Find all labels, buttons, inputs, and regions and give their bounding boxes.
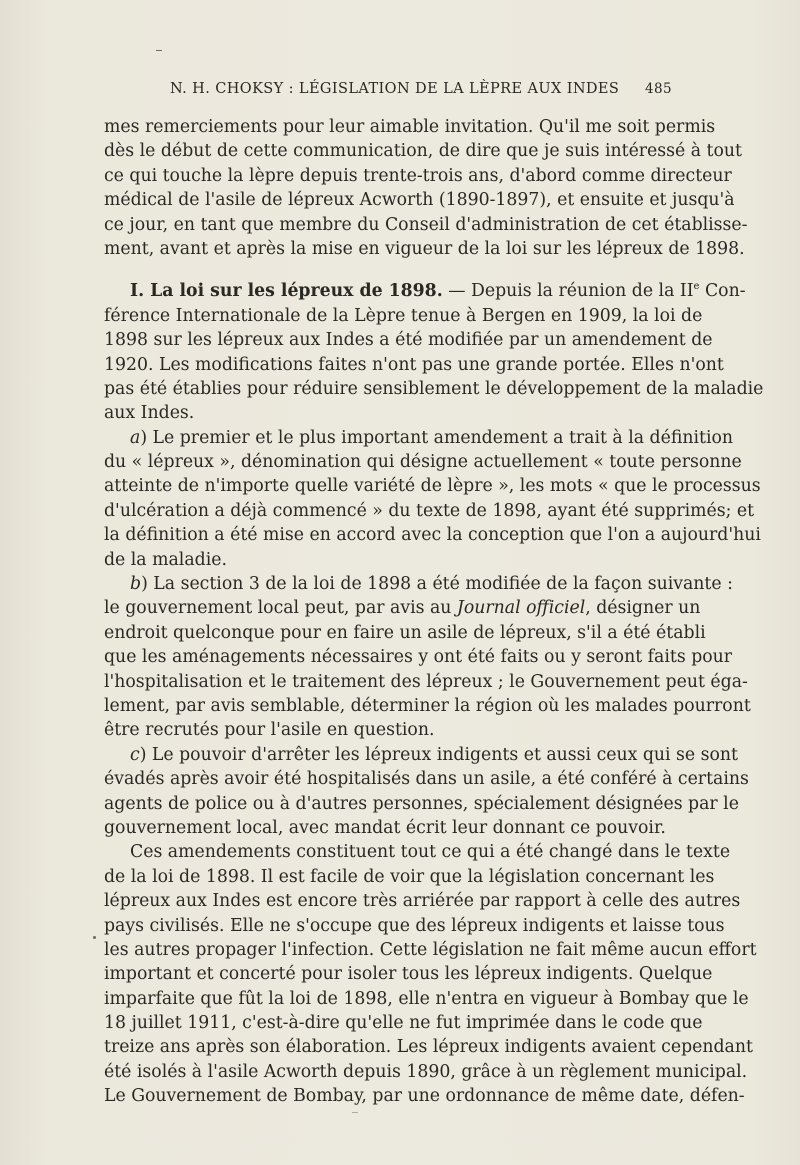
text-line: important et concerté pour isoler tous les lépreux indigents. Quelque <box>104 964 713 985</box>
running-title: N. H. CHOKSY : LÉGISLATION DE LA LÈPRE AUX INDES <box>170 81 620 97</box>
text-line-journal <box>104 596 701 620</box>
text-line: gouvernement local, avec mandat écrit leur donnant ce pouvoir. <box>104 817 666 838</box>
text-line: d'ulcération a déjà commencé » du texte de 1898, ayant été supprimés; et <box>104 500 755 521</box>
text-line: imparfaite que fût la loi de 1898, elle n'entra en vigueur à Bombay que le <box>104 988 749 1009</box>
text-line: agents de police ou à d'autres personnes, spécialement désignées par le <box>104 793 739 814</box>
text-line: 1898 sur les lépreux aux Indes a été modifiée par un amendement de <box>104 330 713 351</box>
item-b-label: b <box>130 574 142 595</box>
item-c-line <box>104 743 738 767</box>
text-line: l'hospitalisation et le traitement des lépreux ; le Gouvernement peut éga- <box>104 671 748 692</box>
text-line: ce jour, en tant que membre du Conseil d'administration de cet établisse- <box>104 214 748 235</box>
section-heading-line <box>104 279 746 303</box>
text-line: 1920. Les modifications faites n'ont pas une grande portée. Elles n'ont <box>104 354 724 375</box>
text-line: été isolés à l'asile Acworth depuis 1890, grâce à un règlement municipal. <box>104 1061 748 1082</box>
heading-superscript: e <box>693 281 700 293</box>
text-line: les autres propager l'infection. Cette législation ne fait même aucun effort <box>104 939 757 960</box>
page-number: 485 <box>645 81 672 97</box>
item-b-text: ) La section 3 de la loi de 1898 a été modifiée de la façon suivante : <box>141 574 733 595</box>
item-a-text: ) Le premier et le plus important amendement a trait à la définition <box>140 427 734 448</box>
item-c-text: ) Le pouvoir d'arrêter les lépreux indigents et aussi ceux qui se sont <box>139 744 738 765</box>
item-a-line <box>104 426 734 450</box>
print-mark <box>352 1112 358 1113</box>
journal-line-start: le gouvernement local peut, par avis au <box>104 598 457 619</box>
text-line: la définition a été mise en accord avec la conception que l'on a aujourd'hui <box>104 525 761 546</box>
text-line: pas été établies pour réduire sensiblement le développement de la maladie <box>104 378 764 399</box>
text-line: aux Indes. <box>104 403 195 424</box>
running-header <box>170 81 672 97</box>
print-mark <box>156 50 162 51</box>
journal-title: Journal officiel <box>456 598 586 619</box>
text-line: être recrutés pour l'asile en question. <box>104 720 435 741</box>
text-line: de la loi de 1898. Il est facile de voir que la législation concernant les <box>104 866 715 887</box>
text-line: Ces amendements constituent tout ce qui a été changé dans le texte <box>130 842 731 863</box>
heading-text: — Depuis la réunion de la II <box>442 281 694 302</box>
item-a-label: a <box>130 427 141 448</box>
item-c-label: c <box>130 744 140 765</box>
print-mark <box>93 936 96 939</box>
text-line: lépreux aux Indes est encore très arriérée par rapport à celle des autres <box>104 891 741 912</box>
paragraph-gap <box>104 261 658 279</box>
text-line: que les aménagements nécessaires y ont été faits ou y seront faits pour <box>104 647 733 668</box>
item-b-line <box>104 572 733 596</box>
text-line: treize ans après son élaboration. Les lépreux indigents avaient cependant <box>104 1037 753 1058</box>
journal-line-end: , désigner un <box>585 598 701 619</box>
text-line: pays civilisés. Elle ne s'occupe que des lépreux indigents et laisse tous <box>104 915 725 936</box>
text-line: lement, par avis semblable, déterminer la région où les malades pourront <box>104 695 751 716</box>
text-line: mes remerciements pour leur aimable invitation. Qu'il me soit permis <box>104 117 716 137</box>
heading-text-end: Con- <box>699 281 746 302</box>
body-text <box>104 115 764 1109</box>
text-line: dès le début de cette communication, de dire que je suis intéressé à tout <box>104 141 742 162</box>
text-line: ce qui touche la lèpre depuis trente-trois ans, d'abord comme directeur <box>104 165 732 186</box>
text-line: Le Gouvernement de Bombay, par une ordonnance de même date, défen- <box>104 1086 745 1107</box>
text-line: férence Internationale de la Lèpre tenue à Bergen en 1909, la loi de <box>104 305 703 326</box>
text-line: de la maladie. <box>104 549 227 570</box>
text-line: ment, avant et après la mise en vigueur de la loi sur les lépreux de 1898. <box>104 238 745 259</box>
text-line: atteinte de n'importe quelle variété de lèpre », les mots « que le processus <box>104 476 761 497</box>
text-line: évadés après avoir été hospitalisés dans un asile, a été conféré à certains <box>104 769 749 790</box>
section-heading: I. La loi sur les lépreux de 1898. <box>130 281 443 302</box>
text-line: endroit quelconque pour en faire un asile de lépreux, s'il a été établi <box>104 622 706 643</box>
text-line: 18 juillet 1911, c'est-à-dire qu'elle ne fut imprimée dans le code que <box>104 1013 703 1034</box>
text-line: médical de l'asile de lépreux Acworth (1890-1897), et ensuite et jusqu'à <box>104 190 735 211</box>
text-line: du « lépreux », dénomination qui désigne actuellement « toute personne <box>104 452 742 473</box>
